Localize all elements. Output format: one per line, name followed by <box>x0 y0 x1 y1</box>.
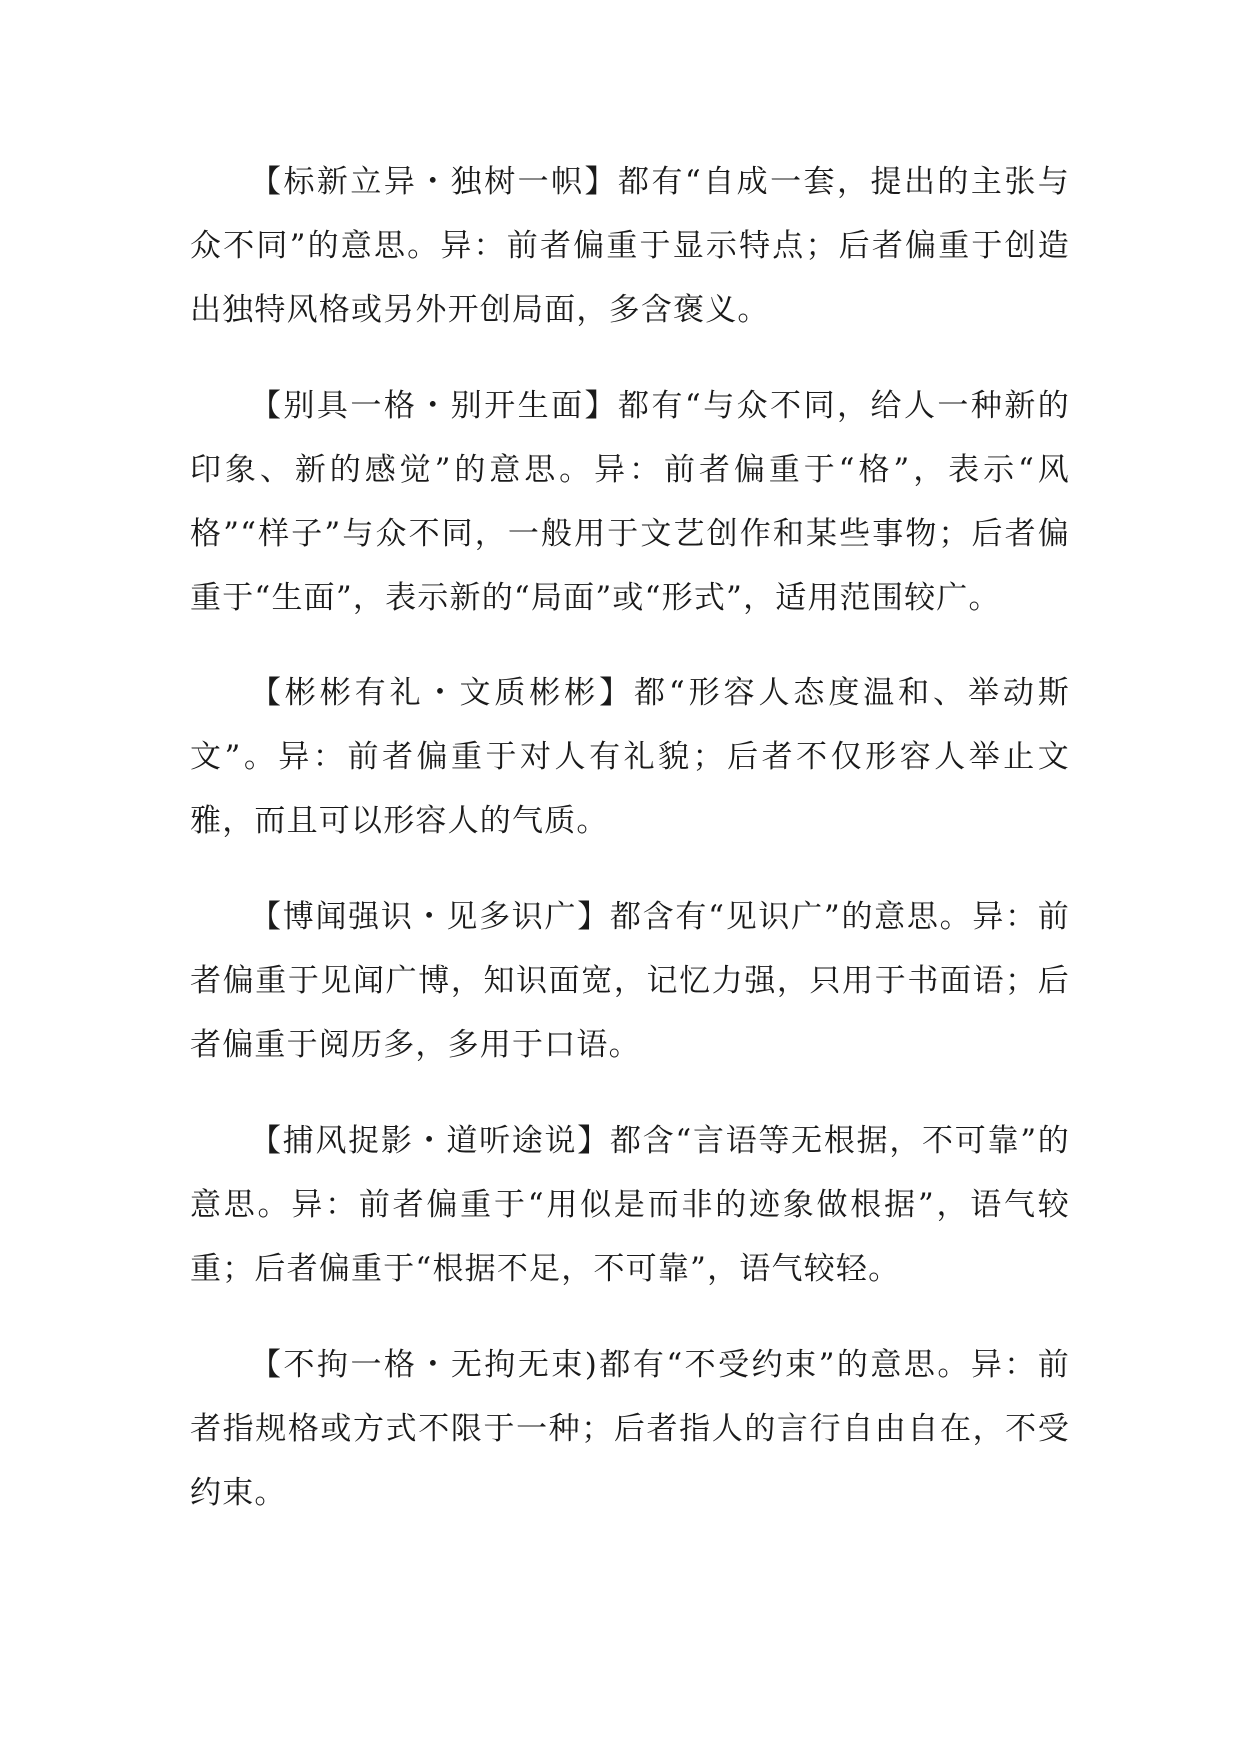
entry-paragraph: 【博闻强识・见多识广】都含有“见识广”的意思。异：前者偏重于见闻广博，知识面宽，记忆力强，只用于书面语；后者偏重于阅历多，多用于口语。 <box>190 899 1070 1063</box>
entry-paragraph: 【标新立异・独树一帜】都有“自成一套，提出的主张与众不同”的意思。异：前者偏重于显示特点；后者偏重于创造出独特风格或另外开创局面，多含褒义。 <box>190 164 1070 328</box>
entry-paragraph: 【不拘一格・无拘无束)都有“不受约束”的意思。异：前者指规格或方式不限于一种；后者指人的言行自由自在，不受约束。 <box>190 1347 1070 1511</box>
entry-paragraph: 【别具一格・别开生面】都有“与众不同，给人一种新的印象、新的感觉”的意思。异：前者偏重于“格”，表示“风格”“样子”与众不同，一般用于文艺创作和某些事物；后者偏重于“生面”，表示新的“局面”或“形式”，适用范围较广。 <box>190 388 1070 616</box>
entry-paragraph: 【捕风捉影・道听途说】都含“言语等无根据，不可靠”的意思。异：前者偏重于“用似是而非的迹象做根据”，语气较重；后者偏重于“根据不足，不可靠”，语气较轻。 <box>190 1123 1070 1287</box>
entry-paragraph: 【彬彬有礼・文质彬彬】都“形容人态度温和、举动斯文”。异：前者偏重于对人有礼貌；后者不仅形容人举止文雅，而且可以形容人的气质。 <box>190 675 1070 839</box>
